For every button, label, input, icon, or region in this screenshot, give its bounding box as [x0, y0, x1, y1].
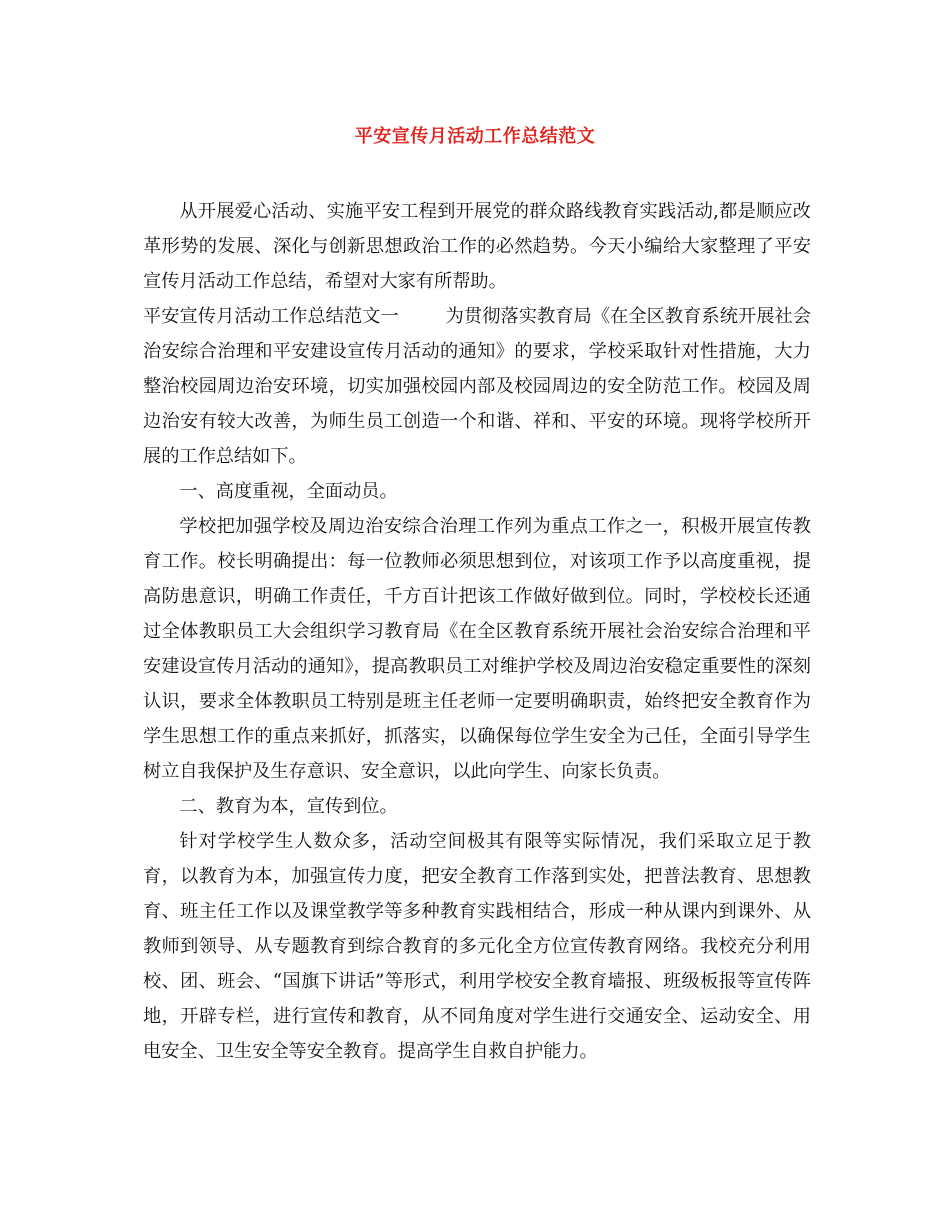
section-paragraph: [143, 299, 811, 474]
document-body: [143, 194, 811, 1069]
heading-1: 一、高度重视，全面动员。: [179, 481, 398, 502]
document-title: 平安宣传月活动工作总结范文: [354, 126, 596, 147]
intro-paragraph: 从开展爱心活动、实施平安工程到开展党的群众路线教育实践活动,都是顺应改革形势的发展、深化与创新思想政治工作的必然趋势。今天小编给大家整理了平安宣传月活动工作总结，希望对大家有所帮助。: [143, 201, 811, 292]
paragraph-2: 针对学校学生人数众多，活动空间极其有限等实际情况，我们采取立足于教育，以教育为本，加强宣传力度，把安全教育工作落到实处，把普法教育、思想教育、班主任工作以及课堂教学等多种教育实践相结合，形成一种从课内到课外、从教师到领导、从专题教育到综合教育的多元化全方位宣传教育网络。我校充分利用校、团、班会、“国旗下讲话”等形式，利用学校安全教育墙报、班级板报等宣传阵地，开辟专栏，进行宣传和教育，从不同角度对学生进行交通安全、运动安全、用电安全、卫生安全等安全教育。提高学生自救自护能力。: [143, 831, 811, 1062]
section-lead: 为贯彻落实教育局《在全区教育系统开展社会治安综合治理和平安建设宣传月活动的通知》的要求，学校采取针对性措施，大力整治校园周边治安环境，切实加强校园内部及校园周边的安全防范工作。校园及周边治安有较大改善，为师生员工创造一个和谐、祥和、平安的环境。现将学校所开展的工作总结如下。: [143, 306, 811, 467]
heading-2: 二、教育为本，宣传到位。: [179, 796, 398, 817]
section-heading: 平安宣传月活动工作总结范文一: [143, 306, 399, 327]
paragraph-1: 学校把加强学校及周边治安综合治理工作列为重点工作之一，积极开展宣传教育工作。校长明确提出：每一位教师必须思想到位，对该项工作予以高度重视，提高防患意识，明确工作责任，千方百计把该工作做好做到位。同时，学校校长还通过全体教职员工大会组织学习教育局《在全区教育系统开展社会治安综合治理和平安建设宣传月活动的通知》，提高教职员工对维护学校及周边治安稳定重要性的深刻认识，要求全体教职员工特别是班主任老师一定要明确职责，始终把安全教育作为学生思想工作的重点来抓好，抓落实，以确保每位学生安全为己任，全面引导学生树立自我保护及生存意识、安全意识，以此向学生、向家长负责。: [143, 516, 811, 782]
section-gap: [399, 306, 446, 327]
